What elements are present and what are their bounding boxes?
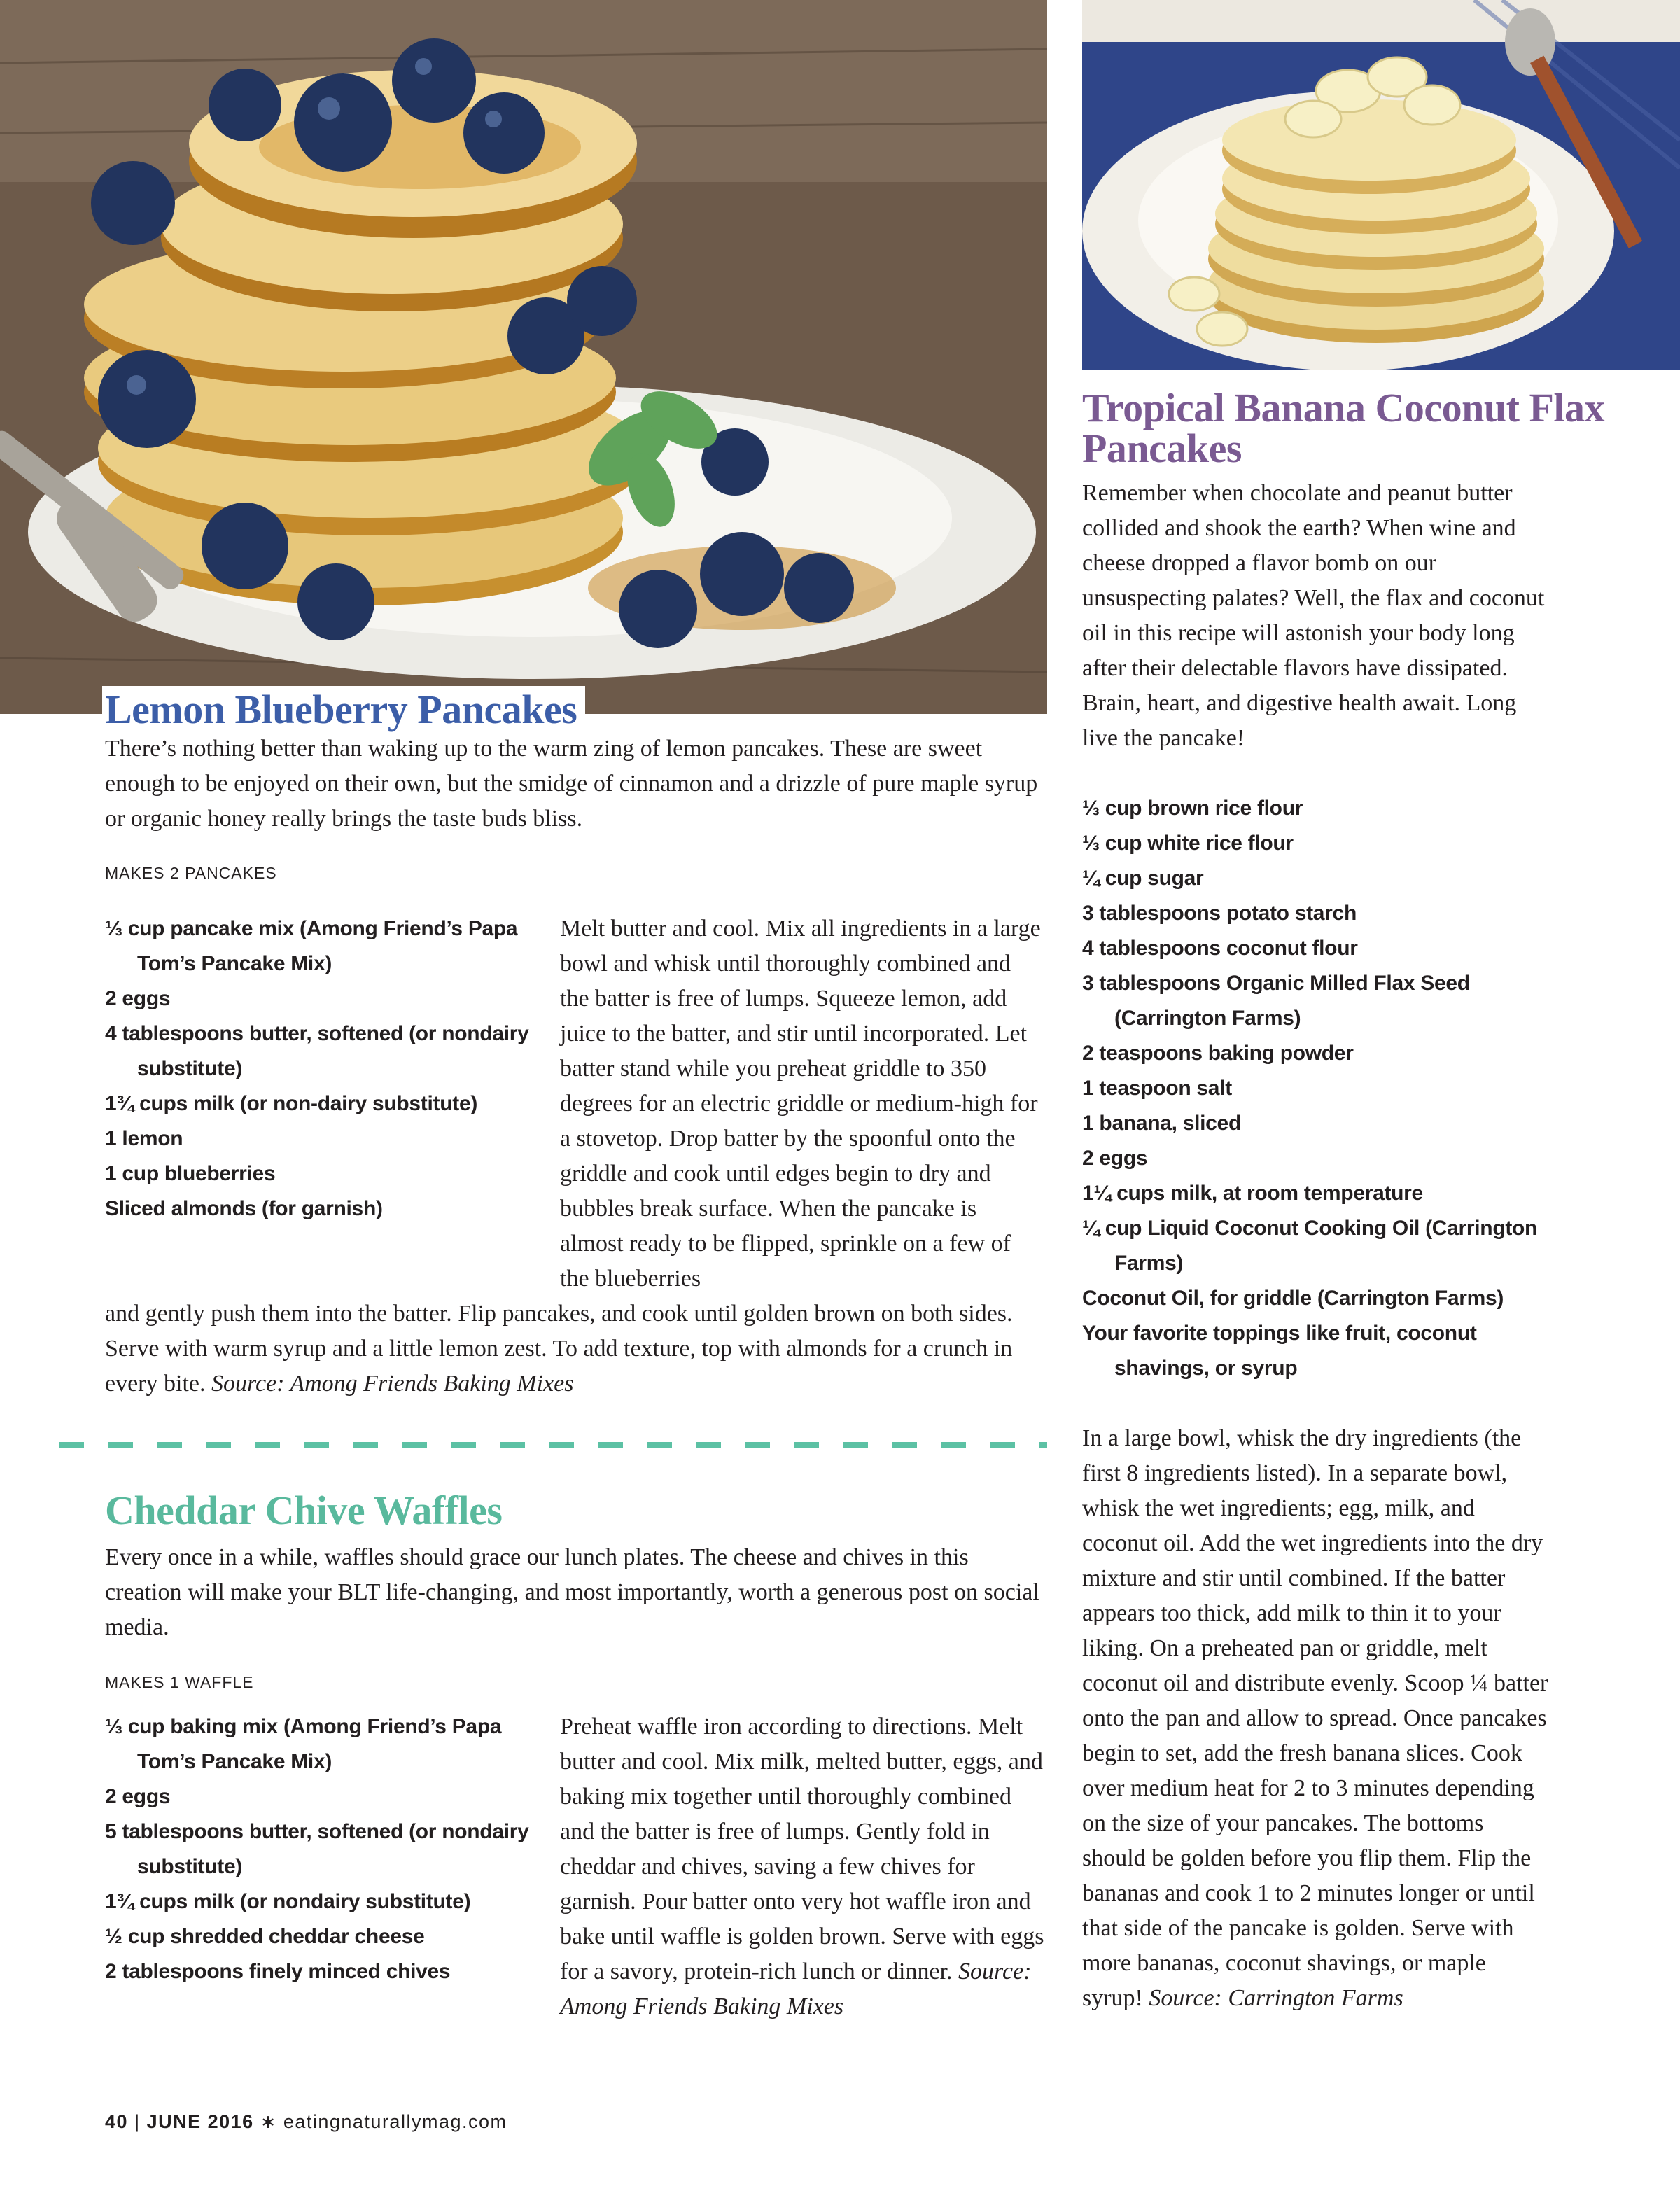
site-url: eatingnaturallymag.com [283, 2111, 507, 2132]
footer-star: ∗ [260, 2111, 277, 2132]
tropical-directions [1082, 1421, 1548, 2016]
tropical-intro: Remember when chocolate and peanut butter collided and shook the earth? When wine and cheese dropped a flavor bomb on our unsuspecting palates? Well, the flax and coconut oil in this recipe will astonish your body long after their delectable flavors have dissipated. Brain, heart, and digestive health await. Long live the pancake! [1082, 480, 1545, 751]
ingredient: 1¾ cups milk (or non-dairy substitute) [105, 1092, 478, 1115]
page-number: 40 [105, 2111, 129, 2132]
footer-separator: | [134, 2111, 147, 2132]
cheddar-intro: Every once in a while, waffles should grace our lunch plates. The cheese and chives in this creation will make your BLT life-changing, and most importantly, worth a generous post on social media. [105, 1544, 1040, 1640]
cheddar-directions [560, 1709, 1050, 2024]
ingredient: 4 tablespoons coconut flour [1082, 937, 1358, 960]
ingredient: Your favorite toppings like fruit, coconut shavings, or syrup [1082, 1322, 1477, 1380]
lemon-directions-continued [105, 1296, 1050, 1401]
page-footer [105, 2111, 507, 2133]
blueberry-pancakes-photo [0, 0, 1047, 714]
ingredient: ⅓ cup baking mix (Among Friend’s Papa Tom’s Pancake Mix) [105, 1715, 502, 1773]
tropical-source: Source: Carrington Farms [1149, 1985, 1404, 2011]
ingredient: ⅓ cup brown rice flour [1082, 797, 1303, 820]
lemon-directions: Melt butter and cool. Mix all ingredients in a large bowl and whisk until thoroughly combined and the batter is free of lumps. Squeeze lemon, add juice to the batter, and stir until incorporated. Let batter stand while you preheat griddle to 350 degrees for an electric griddle or medium-high for a stovetop. Drop batter by the spoonful onto the griddle and cook until edges begin to dry and bubbles break surface. When the pancake is almost ready to be flipped, sprinkle on a few of the blueberries [560, 916, 1041, 1292]
lemon-directions-end: and gently push them into the batter. Flip pancakes, and cook until golden brown on both sides. Serve with warm syrup and a little lemon zest. To add texture, top with almonds for a crunch in every bite. [105, 1301, 1013, 1396]
ingredient: 1 cup blueberries [105, 1162, 276, 1185]
issue-date: JUNE 2016 [146, 2111, 254, 2132]
section-divider [59, 1442, 1047, 1448]
ingredient: 2 tablespoons finely minced chives [105, 1960, 451, 1983]
tropical-directions-text: In a large bowl, whisk the dry ingredients (the first 8 ingredients listed). In a separate bowl, whisk the wet ingredients; egg, milk, and coconut oil. Add the wet ingredients into the dry mixture and stir until combined. If the batter appears too thick, add milk to thin it to your liking. On a preheated pan or griddle, melt coconut oil and distribute evenly. Scoop ¼ batter onto the pan and allow to spread. Once pancakes begin to set, add the fresh banana slices. Cook over medium heat for 2 to 3 minutes depending on the size of your pancakes. The bottoms should be golden before you flip them. Flip the bananas and cook 1 to 2 minutes longer or until that side of the pancake is golden. Serve with more bananas, coconut shavings, or maple syrup! [1082, 1425, 1548, 2011]
banana-pancakes-photo [1082, 0, 1680, 370]
ingredient: 1 banana, sliced [1082, 1112, 1241, 1135]
cheddar-directions-text: Preheat waffle iron according to directions. Melt butter and cool. Mix milk, melted butter, eggs, and baking mix together until thoroughly combined and the batter is free of lumps. Gently fold in cheddar and chives, saving a few chives for garnish. Pour batter onto very hot waffle iron and bake until waffle is golden brown. Serve with eggs for a savory, protein-rich lunch or dinner. [560, 1714, 1044, 1984]
lemon-ingredient-list [105, 911, 539, 1226]
ingredient: ½ cup shredded cheddar cheese [105, 1925, 425, 1948]
ingredient: ¼ cup Liquid Coconut Cooking Oil (Carrington Farms) [1082, 1217, 1538, 1275]
ingredient: Coconut Oil, for griddle (Carrington Farms) [1082, 1287, 1504, 1310]
ingredient: 4 tablespoons butter, softened (or nondairy substitute) [105, 1022, 529, 1080]
ingredient: 2 teaspoons baking powder [1082, 1042, 1354, 1065]
lemon-makes: MAKES 2 PANCAKES [105, 864, 277, 882]
tropical-ingredient-list [1082, 791, 1544, 1386]
ingredient: 3 tablespoons Organic Milled Flax Seed (Carrington Farms) [1082, 972, 1470, 1030]
ingredient: 3 tablespoons potato starch [1082, 902, 1357, 925]
ingredient: Sliced almonds (for garnish) [105, 1197, 383, 1220]
ingredient: 5 tablespoons butter, softened (or nondairy substitute) [105, 1820, 529, 1878]
ingredient: 2 eggs [105, 987, 171, 1010]
ingredient: ¼ cup sugar [1082, 867, 1204, 890]
cheddar-makes: MAKES 1 WAFFLE [105, 1673, 254, 1691]
ingredient: ⅓ cup white rice flour [1082, 832, 1294, 855]
ingredient: 2 eggs [1082, 1147, 1148, 1170]
ingredient: 1¾ cups milk (or nondairy substitute) [105, 1890, 471, 1913]
ingredient: 1 teaspoon salt [1082, 1077, 1232, 1100]
cheddar-source: Source: Among Friends Baking Mixes [560, 1959, 1032, 2019]
lemon-recipe-title: Lemon Blueberry Pancakes [102, 686, 585, 732]
ingredient: 1¼ cups milk, at room temperature [1082, 1182, 1423, 1205]
ingredient: 1 lemon [105, 1127, 183, 1150]
lemon-source: Source: Among Friends Baking Mixes [211, 1371, 574, 1396]
lemon-intro: There’s nothing better than waking up to the warm zing of lemon pancakes. These are sweet enough to be enjoyed on their own, but the smidge of cinnamon and a drizzle of pure maple syrup or organic honey really brings the taste buds bliss. [105, 736, 1038, 832]
ingredient: 2 eggs [105, 1785, 171, 1808]
tropical-recipe-title: Tropical Banana Coconut Flax Pancakes [1082, 385, 1605, 471]
ingredient: ⅓ cup pancake mix (Among Friend’s Papa Tom’s Pancake Mix) [105, 917, 518, 975]
cheddar-recipe-title: Cheddar Chive Waffles [105, 1488, 503, 1533]
cheddar-ingredient-list [105, 1709, 539, 1989]
